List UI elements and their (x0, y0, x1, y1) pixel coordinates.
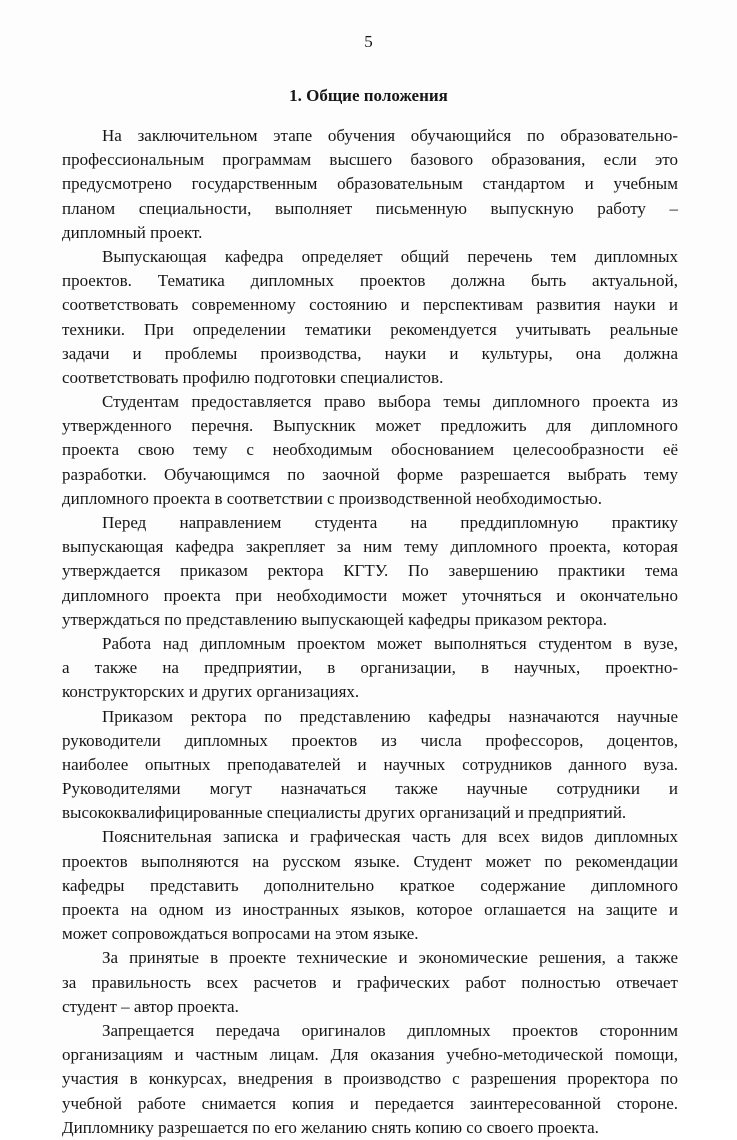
text-line: Студентам предоставляется право выбора темы дипломного проекта из (102, 392, 678, 412)
paragraph (62, 245, 678, 390)
text-line: профессиональным программам высшего базового образования, если это (62, 150, 678, 170)
text-line: техники. При определении тематики рекомендуется учитывать реальные (62, 319, 678, 339)
section-heading: 1. Общие положения (289, 86, 448, 105)
document-body (62, 124, 678, 1140)
text-line: высококвалифицированные специалисты других организаций и предприятий. (62, 803, 627, 823)
text-line: кафедры представить дополнительно краткое содержание дипломного (62, 875, 678, 895)
text-line: выпускающая кафедра закрепляет за ним тему дипломного проекта, которая (62, 537, 678, 557)
text-line: Работа над дипломным проектом может выполняться студентом в вузе, (102, 633, 678, 653)
text-line: а также на предприятии, в организации, в научных, проектно- (62, 658, 678, 678)
text-line: Руководителями могут назначаться также научные сотрудники и (62, 779, 678, 799)
text-line: Запрещается передача оригиналов дипломных проектов сторонним (102, 1020, 678, 1040)
text-line: утверждаться по представлению выпускающей кафедры приказом ректора. (62, 609, 607, 629)
text-line: задачи и проблемы производства, науки и культуры, она должна (62, 343, 678, 363)
text-line: участия в конкурсах, внедрения в производство с разрешения проректора по (62, 1069, 678, 1089)
text-line: Выпускающая кафедра определяет общий перечень тем дипломных (102, 246, 678, 266)
text-line: На заключительном этапе обучения обучающийся по образовательно- (102, 126, 678, 145)
text-line: может сопровождаться вопросами на этом языке. (62, 924, 419, 944)
paragraph (62, 124, 678, 245)
text-line: утверждается приказом ректора КГТУ. По завершению практики тема (62, 561, 678, 581)
text-line: проекта на одном из иностранных языков, которое оглашается на защите и (62, 900, 678, 919)
text-line: руководители дипломных проектов из числа профессоров, доцентов, (62, 730, 678, 750)
text-line: предусмотрено государственным образовательным стандартом и учебным (62, 174, 678, 194)
paragraph (62, 946, 678, 1019)
text-line: организациям и частным лицам. Для оказания учебно-методической помощи, (62, 1045, 678, 1065)
page-number: 5 (364, 32, 373, 51)
text-line: планом специальности, выполняет письменную выпускную работу – (62, 198, 678, 218)
text-line: проекта свою тему с необходимым обоснованием целесообразности её (62, 440, 678, 460)
paragraph (62, 705, 678, 826)
text-line: утвержденного перечня. Выпускник может предложить для дипломного (62, 416, 678, 436)
text-line: Пояснительная записка и графическая часть для всех видов дипломных (102, 827, 678, 847)
text-line: учебной работе снимается копия и передается заинтересованной стороне. (62, 1093, 678, 1113)
paragraph (62, 825, 678, 946)
text-line: студент – автор проекта. (62, 996, 239, 1016)
text-line: За принятые в проекте технические и экономические решения, а также (102, 948, 678, 968)
paragraph (62, 390, 678, 511)
paragraph (62, 511, 678, 632)
text-line: разработки. Обучающимся по заочной форме разрешается выбрать тему (62, 464, 678, 484)
text-line: дипломный проект. (62, 222, 203, 242)
text-line: Приказом ректора по представлению кафедры назначаются научные (102, 706, 678, 726)
text-line: Дипломнику разрешается по его желанию снять копию со своего проекта. (62, 1117, 599, 1137)
paragraph (62, 632, 678, 705)
text-line: конструкторских и других организациях. (62, 682, 360, 702)
paragraph (62, 1019, 678, 1140)
text-line: Перед направлением студента на преддипломную практику (102, 513, 678, 532)
text-line: дипломного проекта при необходимости может уточняться и окончательно (62, 585, 678, 605)
text-line: соответствовать профилю подготовки специалистов. (62, 367, 444, 387)
text-line: проектов. Тематика дипломных проектов должна быть актуальной, (62, 271, 678, 291)
text-line: соответствовать современному состоянию и перспективам развития науки и (62, 295, 678, 315)
text-line: дипломного проекта в соответствии с производственной необходимостью. (62, 488, 602, 508)
text-line: за правильность всех расчетов и графических работ полностью отвечает (62, 972, 678, 992)
text-line: проектов выполняются на русском языке. Студент может по рекомендации (62, 851, 678, 871)
text-line: наиболее опытных преподавателей и научных сотрудников данного вуза. (62, 754, 678, 774)
